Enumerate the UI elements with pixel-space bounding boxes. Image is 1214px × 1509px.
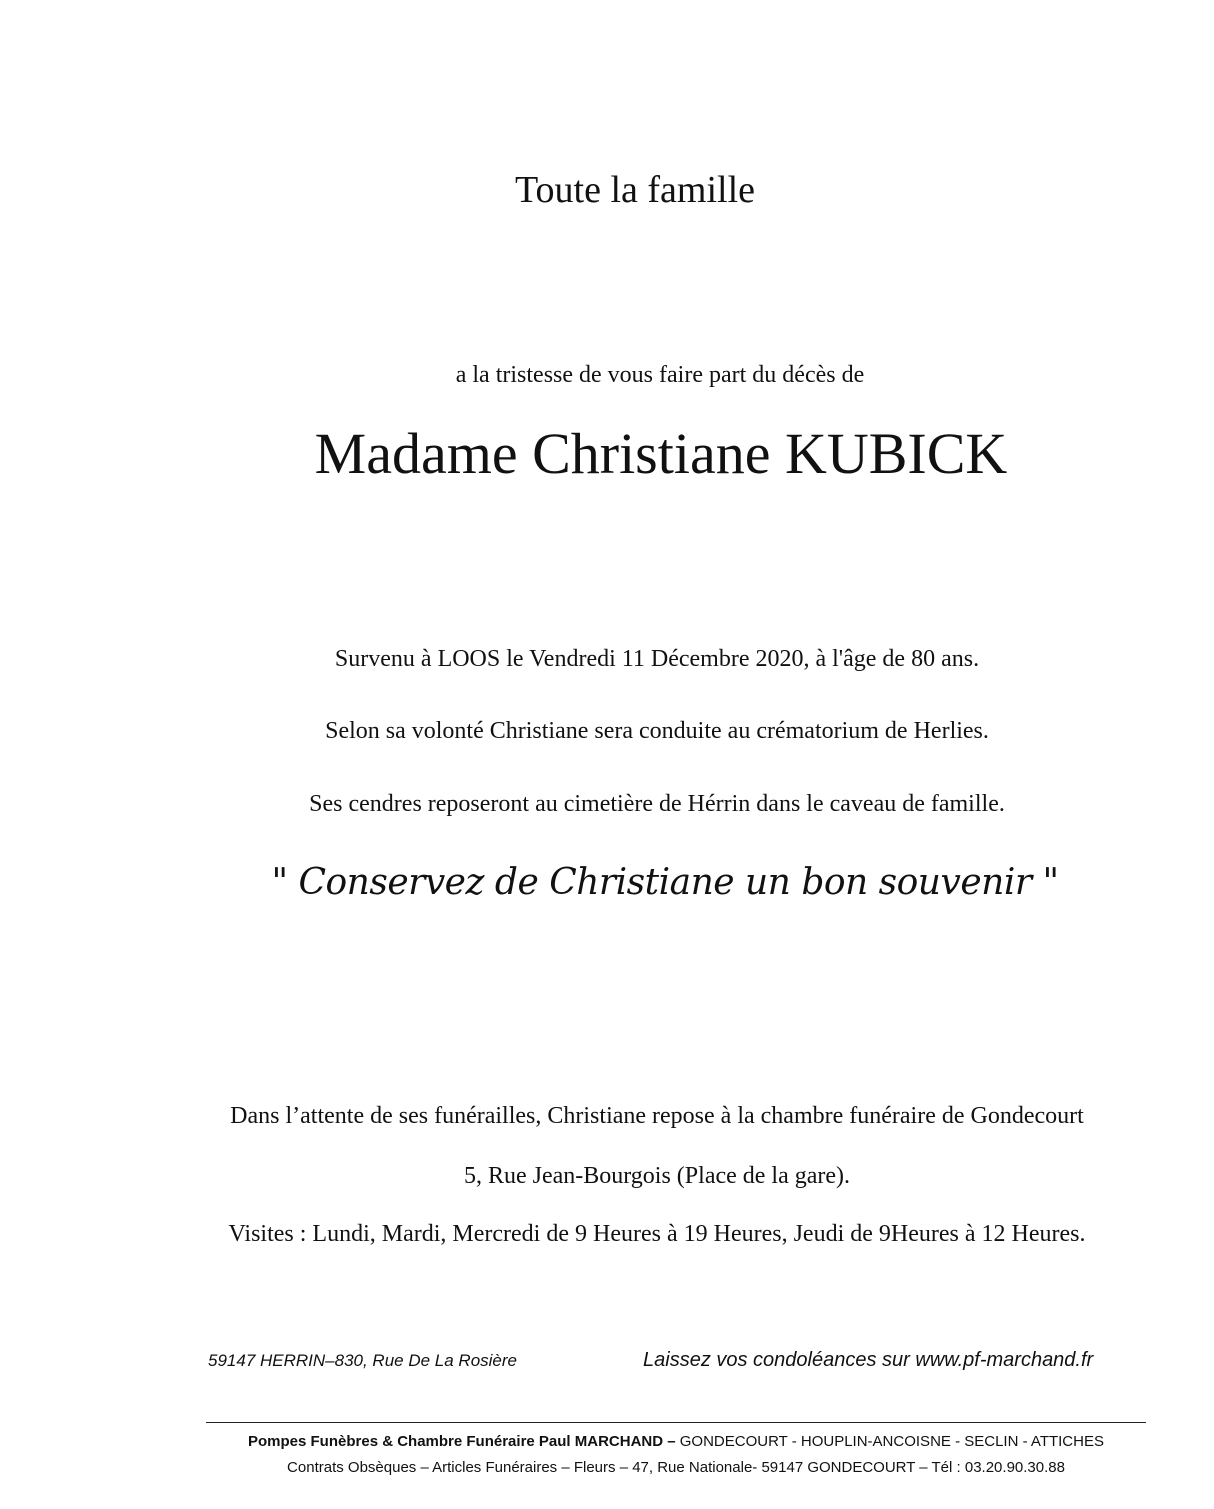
cremation-note: Selon sa volonté Christiane sera conduite au crématorium de Herlies. bbox=[325, 718, 989, 744]
funeral-home-note: Dans l’attente de ses funérailles, Christiane repose à la chambre funéraire de Gondecourt bbox=[230, 1103, 1084, 1129]
visiting-hours: Visites : Lundi, Mardi, Mercredi de 9 Heures à 19 Heures, Jeudi de 9Heures à 12 Heures. bbox=[228, 1221, 1086, 1247]
footer-address: 59147 HERRIN–830, Rue De La Rosière bbox=[208, 1351, 518, 1370]
deceased-name: Madame Christiane KUBICK bbox=[314, 421, 1008, 486]
death-details: Survenu à LOOS le Vendredi 11 Décembre 2020, à l'âge de 80 ans. bbox=[334, 646, 980, 672]
announcement-intro: a la tristesse de vous faire part du décès de bbox=[455, 362, 865, 388]
condolences-link[interactable]: Laissez vos condoléances sur www.pf-marchand.fr bbox=[643, 1349, 1094, 1371]
funeral-home-address: 5, Rue Jean-Bourgois (Place de la gare). bbox=[463, 1163, 851, 1189]
company-name: Pompes Funèbres & Chambre Funéraire Paul MARCHAND – bbox=[248, 1433, 676, 1450]
footer-divider bbox=[206, 1422, 1146, 1423]
family-heading: Toute la famille bbox=[514, 169, 756, 211]
memory-quote: " Conservez de Christiane un bon souvenir " bbox=[271, 862, 1059, 903]
contracts-line: Contrats Obsèques – Articles Funéraires – Fleurs – 47, Rue Nationale- 59147 GONDECOURT – Tél : 03.20.90.30.88 bbox=[287, 1459, 1065, 1476]
ashes-note: Ses cendres reposeront au cimetière de Hérrin dans le caveau de famille. bbox=[309, 791, 1005, 817]
company-line bbox=[206, 1433, 1146, 1450]
company-locations: GONDECOURT - HOUPLIN-ANCOISNE - SECLIN - ATTICHES bbox=[675, 1433, 1104, 1450]
